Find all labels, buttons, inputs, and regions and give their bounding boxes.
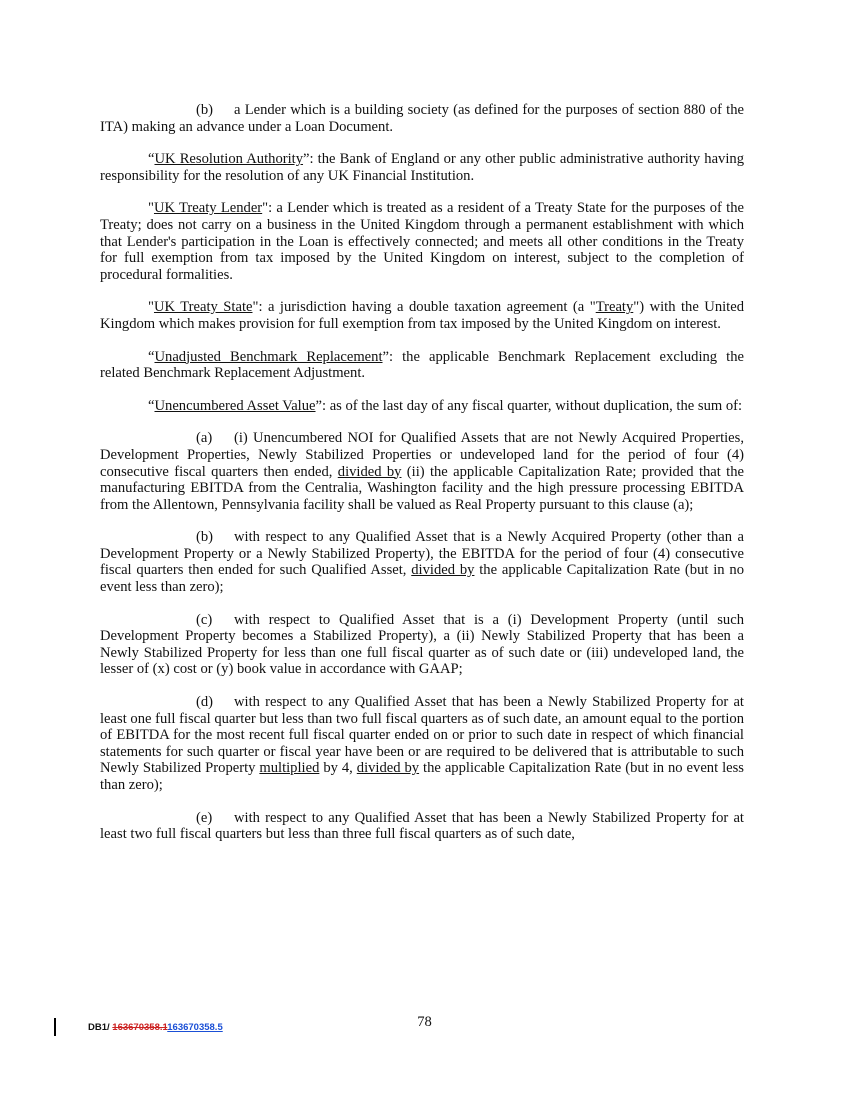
quote-mark: “ [148,397,155,414]
definition-text: ”: as of the last day of any fiscal quarter, without duplication, the sum of: [315,397,743,414]
clause-label: (b) [196,102,214,118]
clause-label: (a) [196,430,213,447]
definition-unencumbered-asset-value [100,398,744,415]
quote-mark: " [148,200,154,217]
defined-term: UK Treaty State [153,299,253,316]
clause-a [100,430,744,513]
clause-text: (ii) the applicable Capitalization Rate; provided that the manufacturing EBITDA from the Centralia, Washington facility and the high pressure processing EBITDA from the Allentown, Pennsylvania facility shall be valued as Real Property pursuant to this clause (a); [100,463,744,513]
defined-term: UK Treaty Lender [153,200,263,217]
underlined-phrase: divided by [411,562,475,579]
paragraph-b-building-society [100,102,744,135]
definition-text: ") with the United Kingdom which makes provision for full exemption from tax imposed by the United Kingdom on interest. [100,299,745,332]
clause-label: (e) [196,809,213,826]
definition-unadjusted-benchmark [100,349,744,382]
definition-text: ": a Lender which is treated as a resident of a Treaty State for the purposes of the Treaty; does not carry on a business in the United Kingdom through a permanent establishment with which that Lender's participation in the Loan is effectively connected; and meets all other conditions in the Treaty for full exemption from tax imposed by the United Kingdom on interest, subject to the completion of procedural formalities. [100,200,744,283]
defined-term: Unadjusted Benchmark Replacement [154,348,383,365]
clause-text: the applicable Capitalization Rate (but in no event less than zero); [100,760,744,793]
clause-label: (d) [196,694,214,711]
definition-text: ”: the Bank of England or any other public administrative authority having responsibility for the resolution of any UK Financial Institution. [100,151,744,184]
clause-text: with respect to Qualified Asset that is a (i) Development Property (until such Development Property becomes a Stabilized Property), a (ii) Newly Stabilized Property that has been a Newly Stabilized Property for less than one full fiscal quarter as of such date or (iii) undeveloped land, the lesser of (x) cost or (y) book value in accordance with GAAP; [100,611,744,678]
underlined-phrase: divided by [356,760,420,777]
definition-text: ": a jurisdiction having a double taxation agreement (a " [252,299,596,316]
clause-text: by 4, [319,760,357,777]
document-body [100,102,744,859]
definition-text: ”: the applicable Benchmark Replacement excluding the related Benchmark Replacement Adjustment. [100,348,744,382]
clause-text: (i) Unencumbered NOI for Qualified Assets that are not Newly Acquired Properties, Development Properties, Newly Stabilized Properties or undeveloped land for the period of four (4) consecutive fiscal quarters then ended, [100,430,744,480]
clause-text: with respect to any Qualified Asset that has been a Newly Stabilized Property for at least two full fiscal quarters but less than three full fiscal quarters as of such date, [100,809,744,843]
clause-text: with respect to any Qualified Asset that has been a Newly Stabilized Property for at least one full fiscal quarter but less than two full fiscal quarters as of such date, an amount equal to the portion of EBITDA for the most recent full fiscal quarter ended on or prior to such date in respect of which financial statements for such quarter or fiscal year have been or are required to be delivered that is attributable to such Newly Stabilized Property [100,694,744,777]
clause-text: the applicable Capitalization Rate (but in no event less than zero); [100,562,744,596]
quote-mark: “ [148,348,155,365]
quote-mark: “ [148,151,155,168]
docid-prefix: DB1/ [88,1022,113,1033]
definition-uk-resolution-authority [100,151,744,184]
definition-uk-treaty-state [100,299,744,332]
docid-old-version: 163670358.1 [112,1022,168,1033]
defined-term: UK Resolution Authority [154,151,304,168]
clause-label: (c) [196,611,213,628]
clause-text: with respect to any Qualified Asset that is a Newly Acquired Property (other than a Development Property or a Newly Stabilized Property), the EBITDA for the period of four (4) consecutive fiscal quarters then ended for such Qualified Asset, [100,529,744,579]
page-footer [0,1014,849,1044]
definition-uk-treaty-lender [100,200,744,283]
clause-text: a Lender which is a building society (as defined for the purposes of section 880 of the ITA) making an advance under a Loan Document. [100,102,744,135]
clause-d [100,694,744,794]
page-number: 78 [417,1014,432,1030]
clause-c [100,612,744,678]
underlined-phrase: divided by [337,463,402,480]
underlined-phrase: multiplied [259,760,320,777]
defined-term-inner: Treaty [595,299,634,316]
clause-b [100,529,744,595]
docid-new-version: 163670358.5 [167,1022,223,1033]
clause-e [100,810,744,843]
quote-mark: " [148,299,154,316]
clause-label: (b) [196,529,214,546]
defined-term: Unencumbered Asset Value [154,397,316,414]
